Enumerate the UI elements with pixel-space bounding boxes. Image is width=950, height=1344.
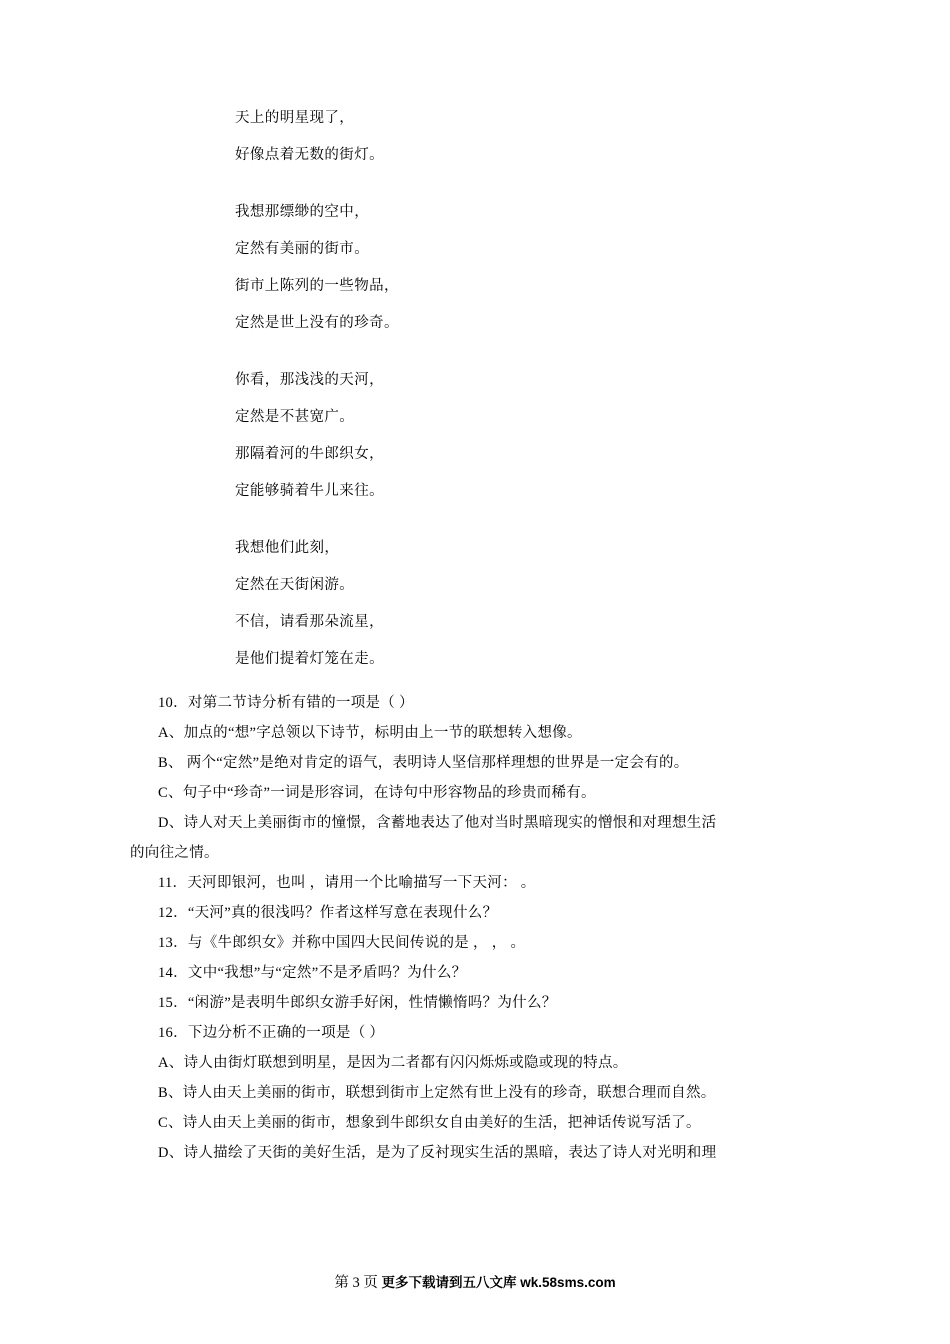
page-footer — [0, 1271, 950, 1292]
poem-line: 定然是不甚宽广。 — [235, 409, 355, 425]
poem-stanza — [235, 362, 830, 510]
question-16-option-d: D、诗人描绘了天街的美好生活，是为了反衬现实生活的黑暗，表达了诗人对光明和理 — [158, 1145, 717, 1161]
question-16-option-a: A、诗人由街灯联想到明星，是因为二者都有闪闪烁烁或隐或现的特点。 — [158, 1055, 628, 1071]
page-number: 第 3 页 — [334, 1275, 378, 1291]
poem-line: 好像点着无数的街灯。 — [235, 147, 384, 163]
poem-line: 我想他们此刻， — [235, 540, 340, 556]
page-content — [130, 100, 830, 1168]
poem-line: 定然有美丽的街市。 — [235, 241, 370, 257]
poem-line: 是他们提着灯笼在走。 — [235, 651, 384, 667]
question-12: 12．“天河”真的很浅吗？作者这样写意在表现什么？ — [158, 905, 498, 921]
poem-line: 天上的明星现了， — [235, 110, 355, 126]
poem-stanza — [235, 530, 830, 678]
question-10-option-d-continued: 的向往之情。 — [130, 845, 219, 861]
question-10-option-d: D、诗人对天上美丽街市的憧憬，含蓄地表达了他对当时黑暗现实的憎恨和对理想生活 — [158, 815, 717, 831]
question-16-option-c: C、诗人由天上美丽的街市，想象到牛郎织女自由美好的生活，把神话传说写活了。 — [158, 1115, 701, 1131]
poem-line: 我想那缥缈的空中， — [235, 204, 370, 220]
poem-stanza — [235, 194, 830, 342]
poem-line: 定然在天街闲游。 — [235, 577, 355, 593]
question-13: 13．与《牛郎织女》并称中国四大民间传说的是 ， ， 。 — [158, 935, 526, 951]
question-10-option-b: B、 两个“定然”是绝对肯定的语气，表明诗人坚信那样理想的世界是一定会有的。 — [158, 755, 689, 771]
poem-line: 那隔着河的牛郎织女， — [235, 446, 384, 462]
poem-line: 你看，那浅浅的天河， — [235, 372, 384, 388]
footer-site-text: 更多下载请到五八文库 wk.58sms.com — [381, 1275, 616, 1290]
question-14: 14．文中“我想”与“定然”不是矛盾吗？为什么？ — [158, 965, 467, 981]
poem-line: 定然是世上没有的珍奇。 — [235, 315, 399, 331]
poem-line: 定能够骑着牛儿来往。 — [235, 483, 384, 499]
poem-stanza — [235, 100, 830, 174]
question-10-option-a: A、加点的“想”字总领以下诗节，标明由上一节的联想转入想像。 — [158, 725, 582, 741]
question-16-option-b: B、诗人由天上美丽的街市，联想到街市上定然有世上没有的珍奇，联想合理而自然。 — [158, 1085, 716, 1101]
question-11: 11．天河即银河，也叫 ，请用一个比喻描写一下天河： 。 — [158, 875, 536, 891]
poem-line: 街市上陈列的一些物品， — [235, 278, 399, 294]
question-16: 16．下边分析不正确的一项是（ ） — [158, 1025, 385, 1041]
question-10-option-c: C、句子中“珍奇”一词是形容词，在诗句中形容物品的珍贵而稀有。 — [158, 785, 596, 801]
poem-block — [235, 100, 830, 678]
poem-line: 不信，请看那朵流星， — [235, 614, 384, 630]
questions-block — [130, 688, 830, 1168]
question-15: 15．“闲游”是表明牛郎织女游手好闲，性情懒惰吗？为什么？ — [158, 995, 557, 1011]
question-10: 10．对第二节诗分析有错的一项是（ ） — [158, 695, 414, 711]
